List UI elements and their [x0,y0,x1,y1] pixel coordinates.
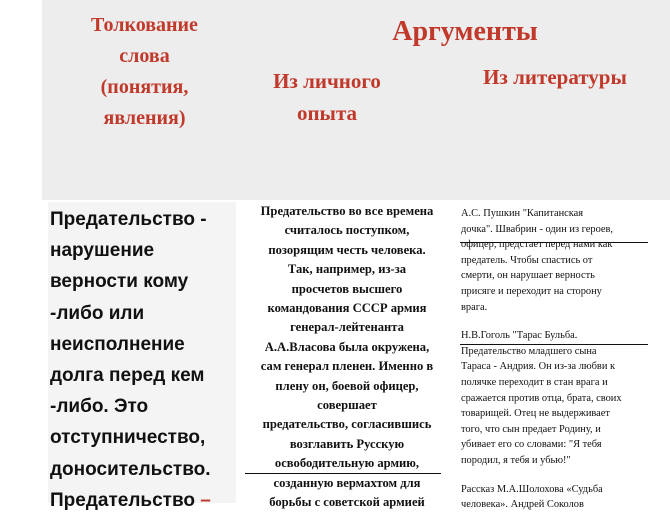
definition-line: неисполнение [50,333,185,355]
literature-line: породил, я тебя и убью!" [461,454,571,466]
literature-line: полячке переходит в стан врага и [461,376,608,388]
personal-line: сам генерал пленен. Именно в [260,359,434,374]
header-term-line: Толкование [91,14,198,36]
literature-line: товарищей. Отец не выдерживает [461,408,610,420]
personal-line: Так, например, из-за [287,262,407,277]
personal-line: плену он, боевой офицер, [275,378,419,393]
personal-line: возглавить Русскую [289,436,405,451]
personal-line: просчетов высшего [291,281,403,296]
literature-line: убивает его со словами: "Я тебя [461,439,602,451]
literature-line: Тараса - Андрия. Он из-за любви к [461,361,616,373]
personal-line: созданную вермахтом для [273,475,421,490]
literature-line: А.С. Пушкин "Капитанская [461,208,584,219]
literature-line: дочка". Швабрин - один из героев, [461,223,614,235]
definition-line: долга перед кем [50,365,205,387]
personal-line: А.А.Власова была окружена, [264,339,430,354]
definition-line: Предательство - [50,209,207,230]
definition-dash: – [200,489,211,511]
personal-line: освободительную армию, [274,456,420,471]
personal-line: позорящим честь человека. [268,242,426,257]
literature-line: того, что сын предает Родину, и [461,423,601,435]
header-term-line: явления) [103,107,186,129]
definition-line: верности кому [50,271,189,293]
personal-line: командования СССР армия [267,301,427,316]
underline-rule [460,242,648,243]
personal-line: генерал-лейтенанта [290,320,404,335]
personal-line: считалось поступком, [284,223,410,238]
literature-line: смерти, он нарушает верность [461,270,595,282]
definition-cell [48,202,236,511]
definition-line: -либо или [50,302,145,324]
literature-line: Рассказ М.А.Шолохова «Судьба [461,483,603,495]
header-arguments: Аргументы [392,16,538,47]
definition-line: доносительство. [50,458,211,480]
definition-line: Предательство [50,489,195,511]
header-personal-line: опыта [296,101,358,125]
literature-line: сражается против отца, брата, своих [461,392,622,404]
literature-line: врага. [461,301,488,313]
definition-line: нарушение [50,240,155,262]
literature-cell [458,202,670,511]
literature-line: присяге и переходит на сторону [461,285,602,297]
header-personal-experience [262,65,392,129]
underline-rule [460,344,648,345]
definition-text [48,202,236,516]
literature-line: предатель. Чтобы спастись от [461,254,593,266]
header-term-line: (понятия, [100,76,189,98]
personal-line: предательство, согласившись [262,417,432,432]
definition-line: отступничество, [50,427,206,449]
personal-line: борьбы с советской армией [269,495,425,510]
literature-line: Н.В.Гоголь "Тарас Бульба. [461,330,578,342]
personal-line: Предательство во все времена [260,204,434,218]
literature-line: офицер, предстает перед нами как [461,239,613,251]
personal-line: совершает [317,398,377,413]
underline-rule [245,473,441,474]
header-term-interpretation [52,10,237,134]
header-term-line: слова [119,45,170,67]
personal-experience-cell [239,202,455,510]
header-personal-line: Из личного [273,69,381,93]
literature-line: Предательство младшего сына [461,345,597,357]
header-from-literature: Из литературы [483,65,627,89]
definition-line: -либо. Это [50,396,149,418]
literature-line: человека». Андрей Соколов [461,499,584,511]
